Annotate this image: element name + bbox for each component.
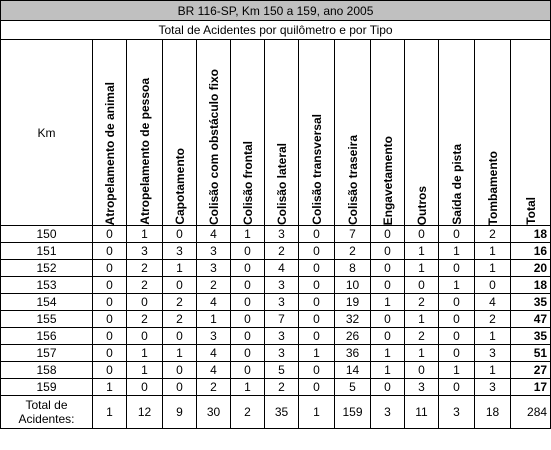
count-cell: 4	[197, 345, 231, 362]
count-cell: 0	[439, 328, 475, 345]
count-cell: 1	[93, 379, 127, 396]
table-title: BR 116-SP, Km 150 a 159, ano 2005	[1, 1, 551, 21]
column-total-cell: 1	[93, 396, 127, 429]
count-cell: 1	[371, 362, 405, 379]
table-row	[1, 294, 551, 311]
column-total-cell: 2	[231, 396, 265, 429]
count-cell: 2	[405, 328, 439, 345]
title-row	[1, 1, 551, 21]
count-cell: 0	[231, 243, 265, 260]
type-column-header	[475, 40, 511, 226]
count-cell: 0	[299, 379, 335, 396]
km-cell: 156	[1, 328, 93, 345]
km-cell: 152	[1, 260, 93, 277]
count-cell: 32	[335, 311, 371, 328]
count-cell: 0	[163, 226, 197, 243]
count-cell: 2	[163, 294, 197, 311]
count-cell: 3	[475, 379, 511, 396]
count-cell: 0	[439, 345, 475, 362]
count-cell: 2	[127, 260, 163, 277]
count-cell: 26	[335, 328, 371, 345]
count-cell: 0	[475, 277, 511, 294]
column-total-cell: 12	[127, 396, 163, 429]
row-total-cell: 47	[511, 311, 551, 328]
total-column-header	[511, 40, 551, 226]
count-cell: 0	[163, 328, 197, 345]
totals-label-line1: Total de	[25, 398, 68, 412]
count-cell: 1	[371, 345, 405, 362]
column-total-cell: 159	[335, 396, 371, 429]
type-column-header-label: Outros	[414, 185, 429, 225]
row-total-cell: 35	[511, 328, 551, 345]
count-cell: 14	[335, 362, 371, 379]
count-cell: 3	[163, 243, 197, 260]
table-row	[1, 226, 551, 243]
count-cell: 0	[405, 277, 439, 294]
count-cell: 0	[371, 260, 405, 277]
count-cell: 2	[475, 311, 511, 328]
count-cell: 0	[163, 379, 197, 396]
type-column-header-label: Saída de pista	[449, 144, 464, 225]
count-cell: 0	[299, 226, 335, 243]
count-cell: 1	[127, 226, 163, 243]
type-column-header-label: Tombamento	[485, 150, 500, 225]
row-total-cell: 20	[511, 260, 551, 277]
type-column-header	[197, 40, 231, 226]
type-column-header	[439, 40, 475, 226]
count-cell: 1	[405, 260, 439, 277]
count-cell: 0	[93, 226, 127, 243]
count-cell: 1	[299, 345, 335, 362]
count-cell: 1	[231, 226, 265, 243]
count-cell: 1	[405, 311, 439, 328]
count-cell: 1	[439, 243, 475, 260]
km-cell: 154	[1, 294, 93, 311]
count-cell: 0	[299, 243, 335, 260]
count-cell: 1	[405, 243, 439, 260]
type-column-header	[163, 40, 197, 226]
table-row	[1, 345, 551, 362]
count-cell: 0	[93, 362, 127, 379]
count-cell: 5	[335, 379, 371, 396]
count-cell: 0	[93, 345, 127, 362]
count-cell: 3	[265, 294, 299, 311]
column-total-cell: 18	[475, 396, 511, 429]
totals-label-line2: Acidentes:	[18, 412, 75, 426]
count-cell: 0	[93, 294, 127, 311]
type-column-header	[231, 40, 265, 226]
count-cell: 0	[231, 362, 265, 379]
count-cell: 0	[93, 311, 127, 328]
km-column-header: Km	[1, 40, 93, 226]
count-cell: 1	[197, 311, 231, 328]
count-cell: 3	[127, 243, 163, 260]
count-cell: 0	[93, 328, 127, 345]
totals-row	[1, 396, 551, 429]
type-column-header	[93, 40, 127, 226]
subtitle-row	[1, 21, 551, 40]
count-cell: 1	[371, 294, 405, 311]
count-cell: 0	[231, 277, 265, 294]
type-column-header	[371, 40, 405, 226]
count-cell: 1	[475, 362, 511, 379]
count-cell: 0	[439, 260, 475, 277]
count-cell: 0	[231, 345, 265, 362]
km-cell: 157	[1, 345, 93, 362]
column-total-cell: 11	[405, 396, 439, 429]
row-total-cell: 51	[511, 345, 551, 362]
count-cell: 2	[265, 243, 299, 260]
count-cell: 0	[231, 260, 265, 277]
count-cell: 0	[127, 379, 163, 396]
column-total-cell: 1	[299, 396, 335, 429]
count-cell: 0	[231, 328, 265, 345]
total-column-header-label: Total	[523, 197, 538, 225]
column-total-cell: 35	[265, 396, 299, 429]
table-row	[1, 328, 551, 345]
count-cell: 4	[265, 260, 299, 277]
count-cell: 2	[335, 243, 371, 260]
count-cell: 2	[127, 277, 163, 294]
count-cell: 1	[439, 277, 475, 294]
count-cell: 3	[405, 379, 439, 396]
count-cell: 2	[405, 294, 439, 311]
count-cell: 0	[439, 226, 475, 243]
count-cell: 0	[299, 294, 335, 311]
count-cell: 1	[163, 345, 197, 362]
count-cell: 0	[93, 243, 127, 260]
count-cell: 1	[439, 362, 475, 379]
count-cell: 0	[439, 294, 475, 311]
count-cell: 2	[475, 226, 511, 243]
count-cell: 1	[475, 260, 511, 277]
type-column-header	[405, 40, 439, 226]
column-total-cell: 9	[163, 396, 197, 429]
km-cell: 155	[1, 311, 93, 328]
count-cell: 1	[231, 379, 265, 396]
count-cell: 0	[231, 294, 265, 311]
count-cell: 0	[371, 226, 405, 243]
grand-total-cell: 284	[511, 396, 551, 429]
type-column-header-label: Engavetamento	[380, 135, 395, 225]
count-cell: 1	[127, 362, 163, 379]
table-row	[1, 379, 551, 396]
count-cell: 4	[197, 226, 231, 243]
km-cell: 153	[1, 277, 93, 294]
count-cell: 4	[197, 294, 231, 311]
column-header-row	[1, 40, 551, 226]
row-total-cell: 16	[511, 243, 551, 260]
count-cell: 1	[405, 345, 439, 362]
count-cell: 0	[299, 328, 335, 345]
count-cell: 0	[163, 277, 197, 294]
count-cell: 4	[197, 362, 231, 379]
count-cell: 0	[439, 311, 475, 328]
count-cell: 0	[93, 260, 127, 277]
km-cell: 151	[1, 243, 93, 260]
type-column-header-label: Colisão traseira	[345, 134, 360, 225]
count-cell: 0	[405, 362, 439, 379]
count-cell: 4	[475, 294, 511, 311]
km-cell: 150	[1, 226, 93, 243]
count-cell: 0	[371, 277, 405, 294]
type-column-header-label: Colisão transversal	[309, 114, 324, 225]
count-cell: 7	[265, 311, 299, 328]
column-total-cell: 3	[371, 396, 405, 429]
table-row	[1, 277, 551, 294]
km-cell: 159	[1, 379, 93, 396]
row-total-cell: 17	[511, 379, 551, 396]
count-cell: 3	[265, 345, 299, 362]
count-cell: 0	[299, 260, 335, 277]
type-column-header	[265, 40, 299, 226]
count-cell: 0	[371, 243, 405, 260]
table-row	[1, 260, 551, 277]
km-cell: 158	[1, 362, 93, 379]
count-cell: 1	[163, 260, 197, 277]
count-cell: 0	[163, 362, 197, 379]
count-cell: 0	[405, 226, 439, 243]
type-column-header-label: Colisão lateral	[274, 142, 289, 225]
count-cell: 7	[335, 226, 371, 243]
count-cell: 0	[299, 277, 335, 294]
count-cell: 0	[371, 328, 405, 345]
count-cell: 0	[299, 362, 335, 379]
type-column-header	[127, 40, 163, 226]
count-cell: 0	[231, 311, 265, 328]
row-total-cell: 18	[511, 226, 551, 243]
count-cell: 1	[127, 345, 163, 362]
count-cell: 0	[127, 294, 163, 311]
count-cell: 19	[335, 294, 371, 311]
row-total-cell: 35	[511, 294, 551, 311]
count-cell: 3	[197, 328, 231, 345]
type-column-header	[335, 40, 371, 226]
table-row	[1, 243, 551, 260]
count-cell: 5	[265, 362, 299, 379]
type-column-header	[299, 40, 335, 226]
count-cell: 8	[335, 260, 371, 277]
count-cell: 0	[371, 379, 405, 396]
count-cell: 2	[163, 311, 197, 328]
count-cell: 2	[127, 311, 163, 328]
count-cell: 3	[197, 260, 231, 277]
count-cell: 3	[475, 345, 511, 362]
count-cell: 0	[299, 311, 335, 328]
count-cell: 3	[265, 226, 299, 243]
row-total-cell: 27	[511, 362, 551, 379]
count-cell: 3	[197, 243, 231, 260]
column-total-cell: 30	[197, 396, 231, 429]
row-total-cell: 18	[511, 277, 551, 294]
count-cell: 3	[265, 277, 299, 294]
table-subtitle: Total de Acidentes por quilômetro e por Tipo	[1, 21, 551, 40]
count-cell: 0	[93, 277, 127, 294]
type-column-header-label: Atropelamento de animal	[102, 81, 117, 225]
type-column-header-label: Colisão frontal	[240, 140, 255, 225]
totals-label	[1, 396, 93, 429]
type-column-header-label: Atropelamento de pessoa	[137, 78, 152, 225]
table-row	[1, 311, 551, 328]
count-cell: 0	[127, 328, 163, 345]
column-total-cell: 3	[439, 396, 475, 429]
type-column-header-label: Capotamento	[172, 148, 187, 225]
count-cell: 2	[265, 379, 299, 396]
count-cell: 1	[475, 328, 511, 345]
type-column-header-label: Colisão com obstáculo fixo	[206, 68, 221, 225]
count-cell: 3	[265, 328, 299, 345]
count-cell: 2	[197, 379, 231, 396]
count-cell: 2	[197, 277, 231, 294]
count-cell: 36	[335, 345, 371, 362]
count-cell: 0	[439, 379, 475, 396]
count-cell: 1	[475, 243, 511, 260]
table-row	[1, 362, 551, 379]
count-cell: 10	[335, 277, 371, 294]
count-cell: 0	[371, 311, 405, 328]
